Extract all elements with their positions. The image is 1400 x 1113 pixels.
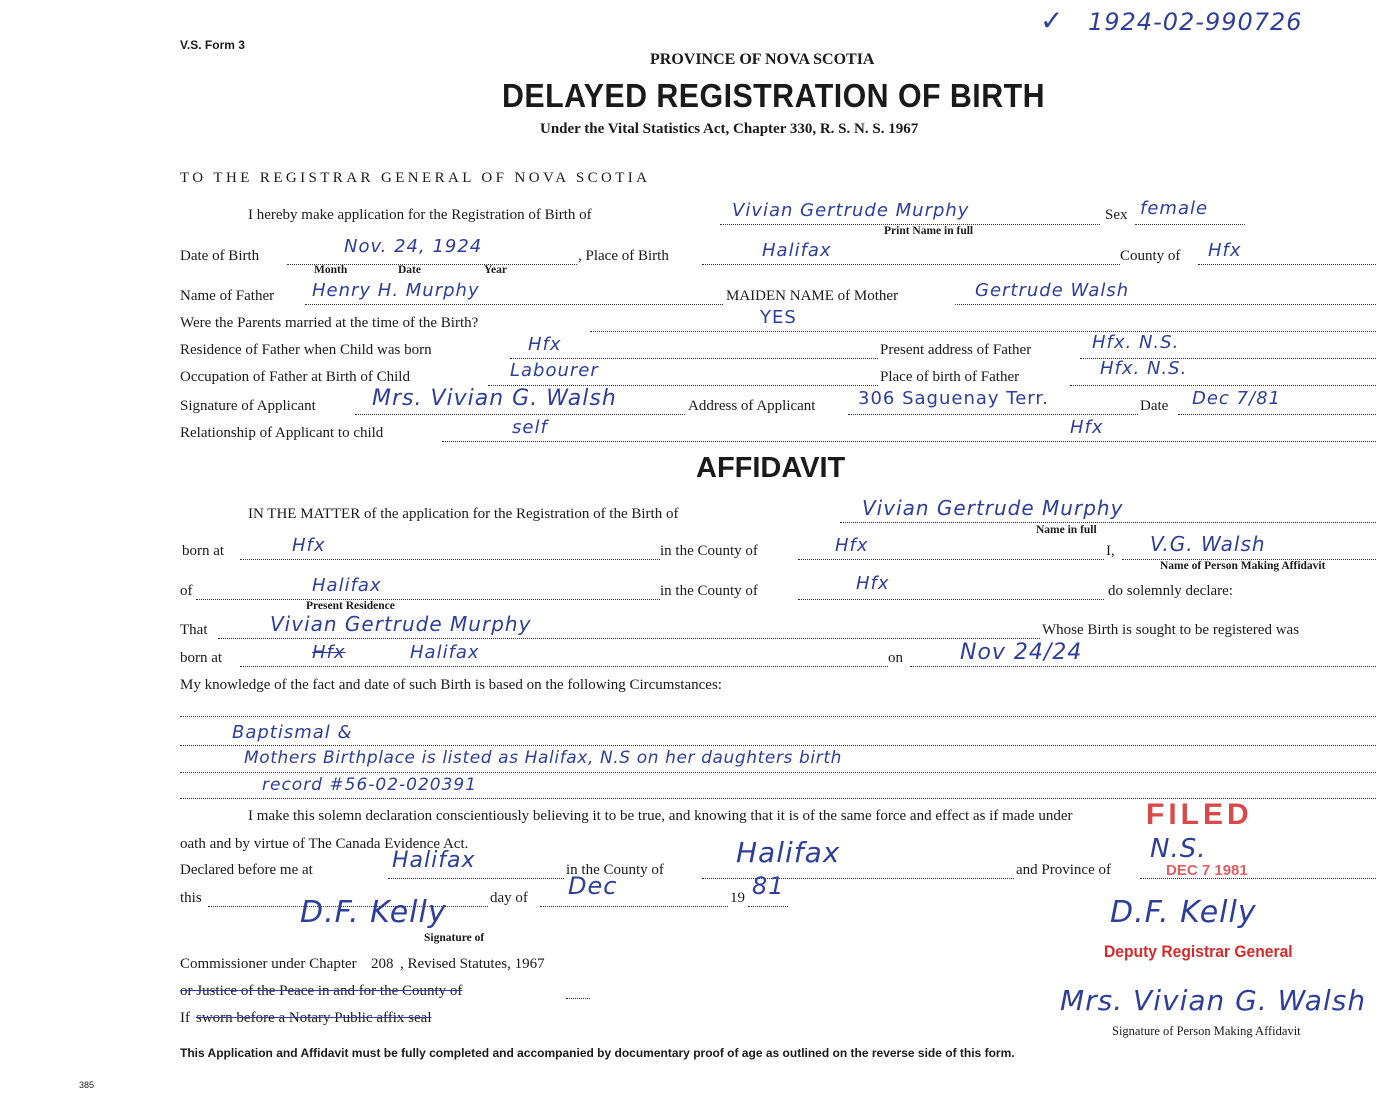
justice-text: or Justice of the Peace in and for the County of — [180, 983, 463, 999]
filed-stamp: FILED — [1146, 798, 1253, 831]
county-label-4: in the County of — [566, 862, 664, 878]
applicant-signature: Mrs. Vivian G. Walsh — [372, 386, 617, 411]
form-title: DELAYED REGISTRATION OF BIRTH — [502, 77, 1045, 114]
born-at-label-2: born at — [180, 650, 223, 666]
month-value: Dec — [568, 872, 618, 900]
sex-value: female — [1140, 198, 1209, 219]
province-heading: PROVINCE OF NOVA SCOTIA — [650, 51, 875, 68]
deputy-registrar-stamp: Deputy Registrar General — [1104, 942, 1293, 961]
person-making-hint: Name of Person Making Affidavit — [1160, 560, 1326, 572]
person-making-value: V.G. Walsh — [1150, 532, 1266, 556]
print-name-hint: Print Name in full — [884, 225, 974, 237]
county-value-2: Hfx — [835, 535, 869, 556]
form-number: V.S. Form 3 — [180, 38, 245, 52]
matter-name-value: Vivian Gertrude Murphy — [862, 496, 1124, 520]
county-label-3: in the County of — [660, 583, 758, 599]
place-of-birth-label: , Place of Birth — [578, 248, 669, 264]
relationship-label: Relationship of Applicant to child — [180, 425, 384, 441]
on-label: on — [888, 650, 903, 666]
addressee: TO THE REGISTRAR GENERAL OF NOVA SCOTIA — [180, 170, 651, 186]
county-value: Hfx — [1208, 240, 1242, 261]
i-label: I, — [1106, 543, 1115, 559]
father-present-value: Hfx. N.S. — [1092, 332, 1180, 353]
filed-date-stamp: DEC 7 1981 — [1166, 862, 1248, 879]
county-label-2: in the County of — [660, 543, 758, 559]
address-label: Address of Applicant — [688, 398, 816, 414]
province-label: and Province of — [1016, 862, 1111, 878]
that-label: That — [180, 622, 208, 638]
province-value: N.S. — [1150, 834, 1207, 864]
signature-of-hint: Signature of — [424, 932, 485, 944]
dob-hint-date: Date — [398, 264, 421, 276]
circumstance-line-1: Baptismal & — [232, 722, 353, 743]
intro-text: I hereby make application for the Registration of Birth of — [248, 207, 592, 223]
father-birthplace-label: Place of birth of Father — [880, 369, 1020, 385]
affidavit-title: AFFIDAVIT — [696, 452, 846, 484]
applicant-city-value: Hfx — [1070, 417, 1104, 438]
mother-label: MAIDEN NAME of Mother — [726, 288, 899, 304]
chapter-value: 208 — [371, 956, 394, 972]
affiant-signature: Mrs. Vivian G. Walsh — [1060, 984, 1367, 1017]
commissioner-signature: D.F. Kelly — [300, 895, 447, 930]
that-name-value: Vivian Gertrude Murphy — [270, 612, 532, 636]
form-code: 385 — [79, 1080, 95, 1090]
knowledge-text: My knowledge of the fact and date of such Birth is based on the following Circumstances: — [180, 677, 722, 693]
matter-text: IN THE MATTER of the application for the Registration of the Birth of — [248, 506, 679, 522]
circumstance-line-3: record #56-02-020391 — [262, 775, 478, 795]
signature-label: Signature of Applicant — [180, 398, 316, 414]
father-birthplace-value: Hfx. N.S. — [1100, 358, 1188, 379]
name-full-hint: Name in full — [1036, 524, 1097, 536]
year-suffix-value: 81 — [752, 872, 785, 900]
record-number: 1924-02-990726 — [1088, 8, 1303, 36]
commissioner-text: Commissioner under Chapter — [180, 956, 357, 972]
of-label: of — [180, 583, 193, 599]
father-residence-value: Hfx — [528, 334, 562, 355]
father-name-label: Name of Father — [180, 288, 275, 304]
county-value-4: Halifax — [736, 836, 841, 869]
occupation-label: Occupation of Father at Birth of Child — [180, 369, 410, 385]
on-date-value: Nov 24/24 — [960, 640, 1083, 665]
born-at-value-2: Halifax — [410, 642, 480, 663]
father-residence-label: Residence of Father when Child was born — [180, 342, 432, 358]
occupation-value: Labourer — [510, 360, 599, 381]
born-at-value: Hfx — [292, 535, 326, 556]
married-value: YES — [760, 307, 797, 328]
affiant-signature-hint: Signature of Person Making Affidavit — [1112, 1024, 1301, 1038]
born-at-struck: Hfx — [312, 642, 346, 663]
county-value-3: Hfx — [856, 573, 890, 594]
child-name-value: Vivian Gertrude Murphy — [732, 200, 970, 221]
declare-label: do solemnly declare: — [1108, 583, 1233, 599]
statutes-text: , Revised Statutes, 1967 — [400, 956, 545, 972]
married-label: Were the Parents married at the time of the Birth? — [180, 315, 479, 331]
date-value: Dec 7/81 — [1192, 388, 1281, 409]
year-prefix: 19 — [730, 890, 745, 906]
this-label: this — [180, 890, 202, 906]
residence-value: Halifax — [312, 575, 382, 596]
notary-prefix: If — [180, 1010, 190, 1026]
dob-value: Nov. 24, 1924 — [344, 236, 483, 257]
born-at-label: born at — [182, 543, 225, 559]
place-of-birth-value: Halifax — [762, 240, 832, 261]
declared-at-value: Halifax — [392, 848, 476, 873]
declared-label: Declared before me at — [180, 862, 313, 878]
mother-maiden-value: Gertrude Walsh — [975, 280, 1130, 301]
solemn-text-2: oath and by virtue of The Canada Evidence Act. — [180, 836, 469, 852]
notary-struck-text: sworn before a Notary Public affix seal — [196, 1010, 432, 1026]
deputy-signature: D.F. Kelly — [1110, 895, 1257, 930]
address-value: 306 Saguenay Terr. — [858, 388, 1049, 409]
footer-notice: This Application and Affidavit must be fully completed and accompanied by documentary proof of age as outlined on the reverse side of this form. — [180, 1046, 1015, 1060]
relationship-value: self — [512, 417, 548, 438]
whose-birth-label: Whose Birth is sought to be registered was — [1042, 622, 1300, 638]
residence-hint: Present Residence — [306, 600, 395, 612]
day-of-label: day of — [490, 890, 528, 906]
form-subtitle: Under the Vital Statistics Act, Chapter 330, R. S. N. S. 1967 — [540, 121, 919, 137]
county-label: County of — [1120, 248, 1181, 264]
sex-label: Sex — [1105, 207, 1128, 223]
dob-hint-month: Month — [314, 264, 348, 276]
father-present-label: Present address of Father — [880, 342, 1032, 358]
dob-label: Date of Birth — [180, 248, 260, 264]
check-mark-icon: ✓ — [1040, 4, 1065, 37]
date-label: Date — [1140, 398, 1169, 414]
father-name-value: Henry H. Murphy — [312, 280, 480, 301]
solemn-text-1: I make this solemn declaration conscientiously believing it to be true, and knowing that it is of the same force and effect as if made under — [248, 808, 1073, 824]
dob-hint-year: Year — [484, 264, 507, 276]
circumstance-line-2: Mothers Birthplace is listed as Halifax, N.S on her daughters birth — [244, 748, 842, 768]
